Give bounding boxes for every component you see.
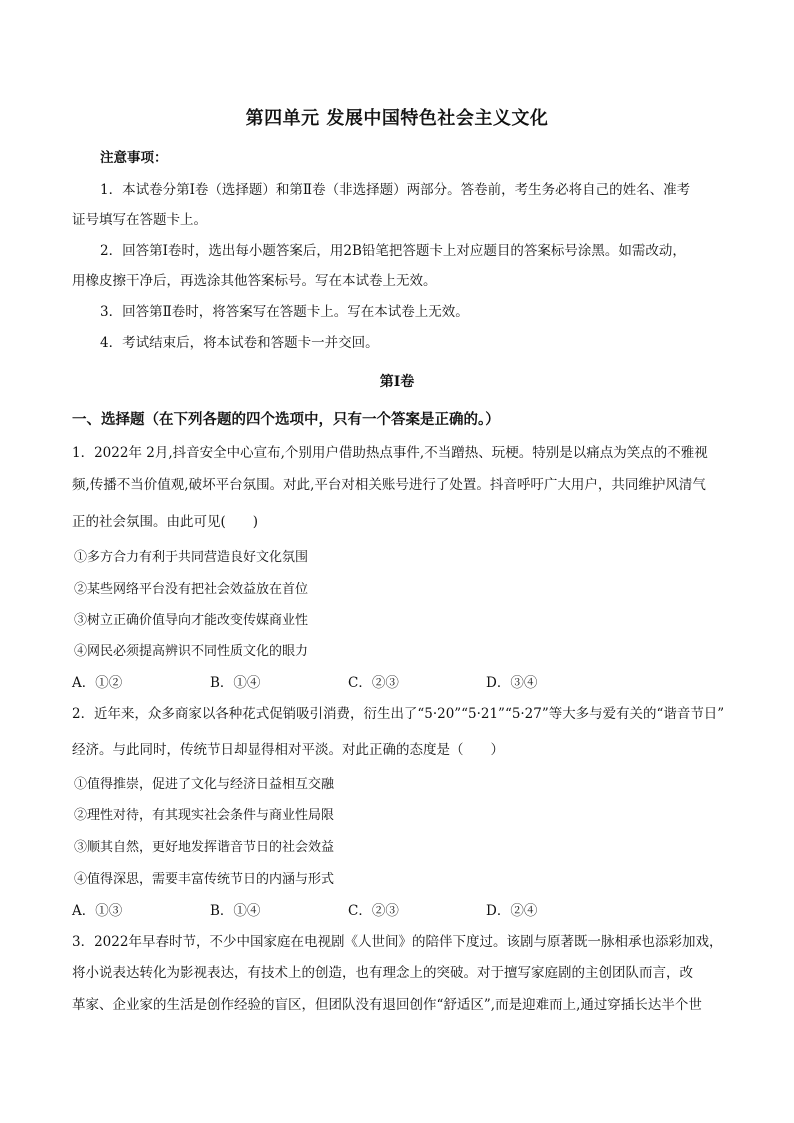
question-option: ①值得推崇，促进了文化与经济日益相互交融	[74, 777, 335, 792]
answer-choice-b: B．①④	[210, 675, 261, 691]
question-option: ②某些网络平台没有把社会效益放在首位	[74, 582, 309, 597]
notice-line: 4．考试结束后，将本试卷和答题卡一并交回。	[100, 335, 379, 351]
notice-line: 1．本试卷分第Ⅰ卷（选择题）和第Ⅱ卷（非选择题）两部分。答卷前，考生务必将自己的姓名、准考	[100, 182, 691, 198]
question-option: ①多方合力有利于共同营造良好文化氛围	[74, 550, 309, 565]
answer-choice-d: D．②④	[486, 903, 538, 919]
question-option: ③树立正确价值导向才能改变传媒商业性	[74, 613, 309, 628]
notice-line: 3．回答第Ⅱ卷时，将答案写在答题卡上。写在本试卷上无效。	[100, 304, 469, 320]
notice-line: 用橡皮擦干净后，再选涂其他答案标号。写在本试卷上无效。	[72, 273, 437, 289]
question-stem-line: 频,传播不当价值观,破坏平台氛围。对此,平台对相关账号进行了处置。抖音呼吁广大用户，共同维护风清气	[72, 477, 706, 493]
answer-choice-c: C．②③	[348, 675, 399, 691]
question-stem-line: 1．2022年 2月,抖音安全中心宣布,个别用户借助热点事件,不当蹭热、玩梗。特别是以痛点为笑点的不雅视	[72, 445, 708, 461]
answer-choice-a: A．①②	[72, 675, 123, 691]
question-option: ②理性对待，有其现实社会条件与商业性局限	[74, 808, 335, 823]
question-stem-line: 3．2022年早春时节，不少中国家庭在电视剧《人世间》的陪伴下度过。该剧与原著既一脉相承也添彩加戏，	[72, 934, 723, 950]
section-title: 第Ⅰ卷	[379, 374, 415, 390]
answer-choice-d: D．③④	[486, 675, 538, 691]
answer-choice-b: B．①④	[210, 903, 261, 919]
question-stem-line: 革家、企业家的生活是创作经验的盲区，但团队没有退回创作“舒适区”,而是迎难而上,通过穿插长达半个世	[72, 997, 702, 1013]
notice-heading: 注意事项：	[100, 150, 168, 166]
question-option: ④值得深思，需要丰富传统节日的内涵与形式	[74, 872, 335, 887]
question-option: ④网民必须提高辨识不同性质文化的眼力	[74, 644, 309, 659]
page-title: 第四单元 发展中国特色社会主义文化	[245, 108, 549, 129]
question-stem-line: 将小说表达转化为影视表达，有技术上的创造，也有理念上的突破。对于擅写家庭剧的主创团队而言，改	[72, 965, 693, 981]
notice-line: 证号填写在答题卡上。	[72, 212, 207, 228]
notice-line: 2．回答第Ⅰ卷时，选出每小题答案后，用2B铅笔把答题卡上对应题目的答案标号涂黑。如需改动，	[100, 243, 686, 259]
question-stem-line: 正的社会氛围。由此可见( )	[72, 514, 259, 530]
question-stem-line: 经济。与此同时，传统节日却显得相对平淡。对此正确的态度是（ ）	[72, 742, 504, 758]
part-heading: 一、选择题（在下列各题的四个选项中，只有一个答案是正确的。）	[72, 411, 500, 428]
answer-choice-c: C．②③	[348, 903, 399, 919]
question-stem-line: 2．近年来，众多商家以各种花式促销吸引消费，衍生出了“5·20”“5·21”“5·27”等大多与爱有关的“谐音节日”	[72, 706, 725, 722]
answer-choice-a: A．①③	[72, 903, 123, 919]
question-option: ③顺其自然，更好地发挥谐音节日的社会效益	[74, 840, 335, 855]
